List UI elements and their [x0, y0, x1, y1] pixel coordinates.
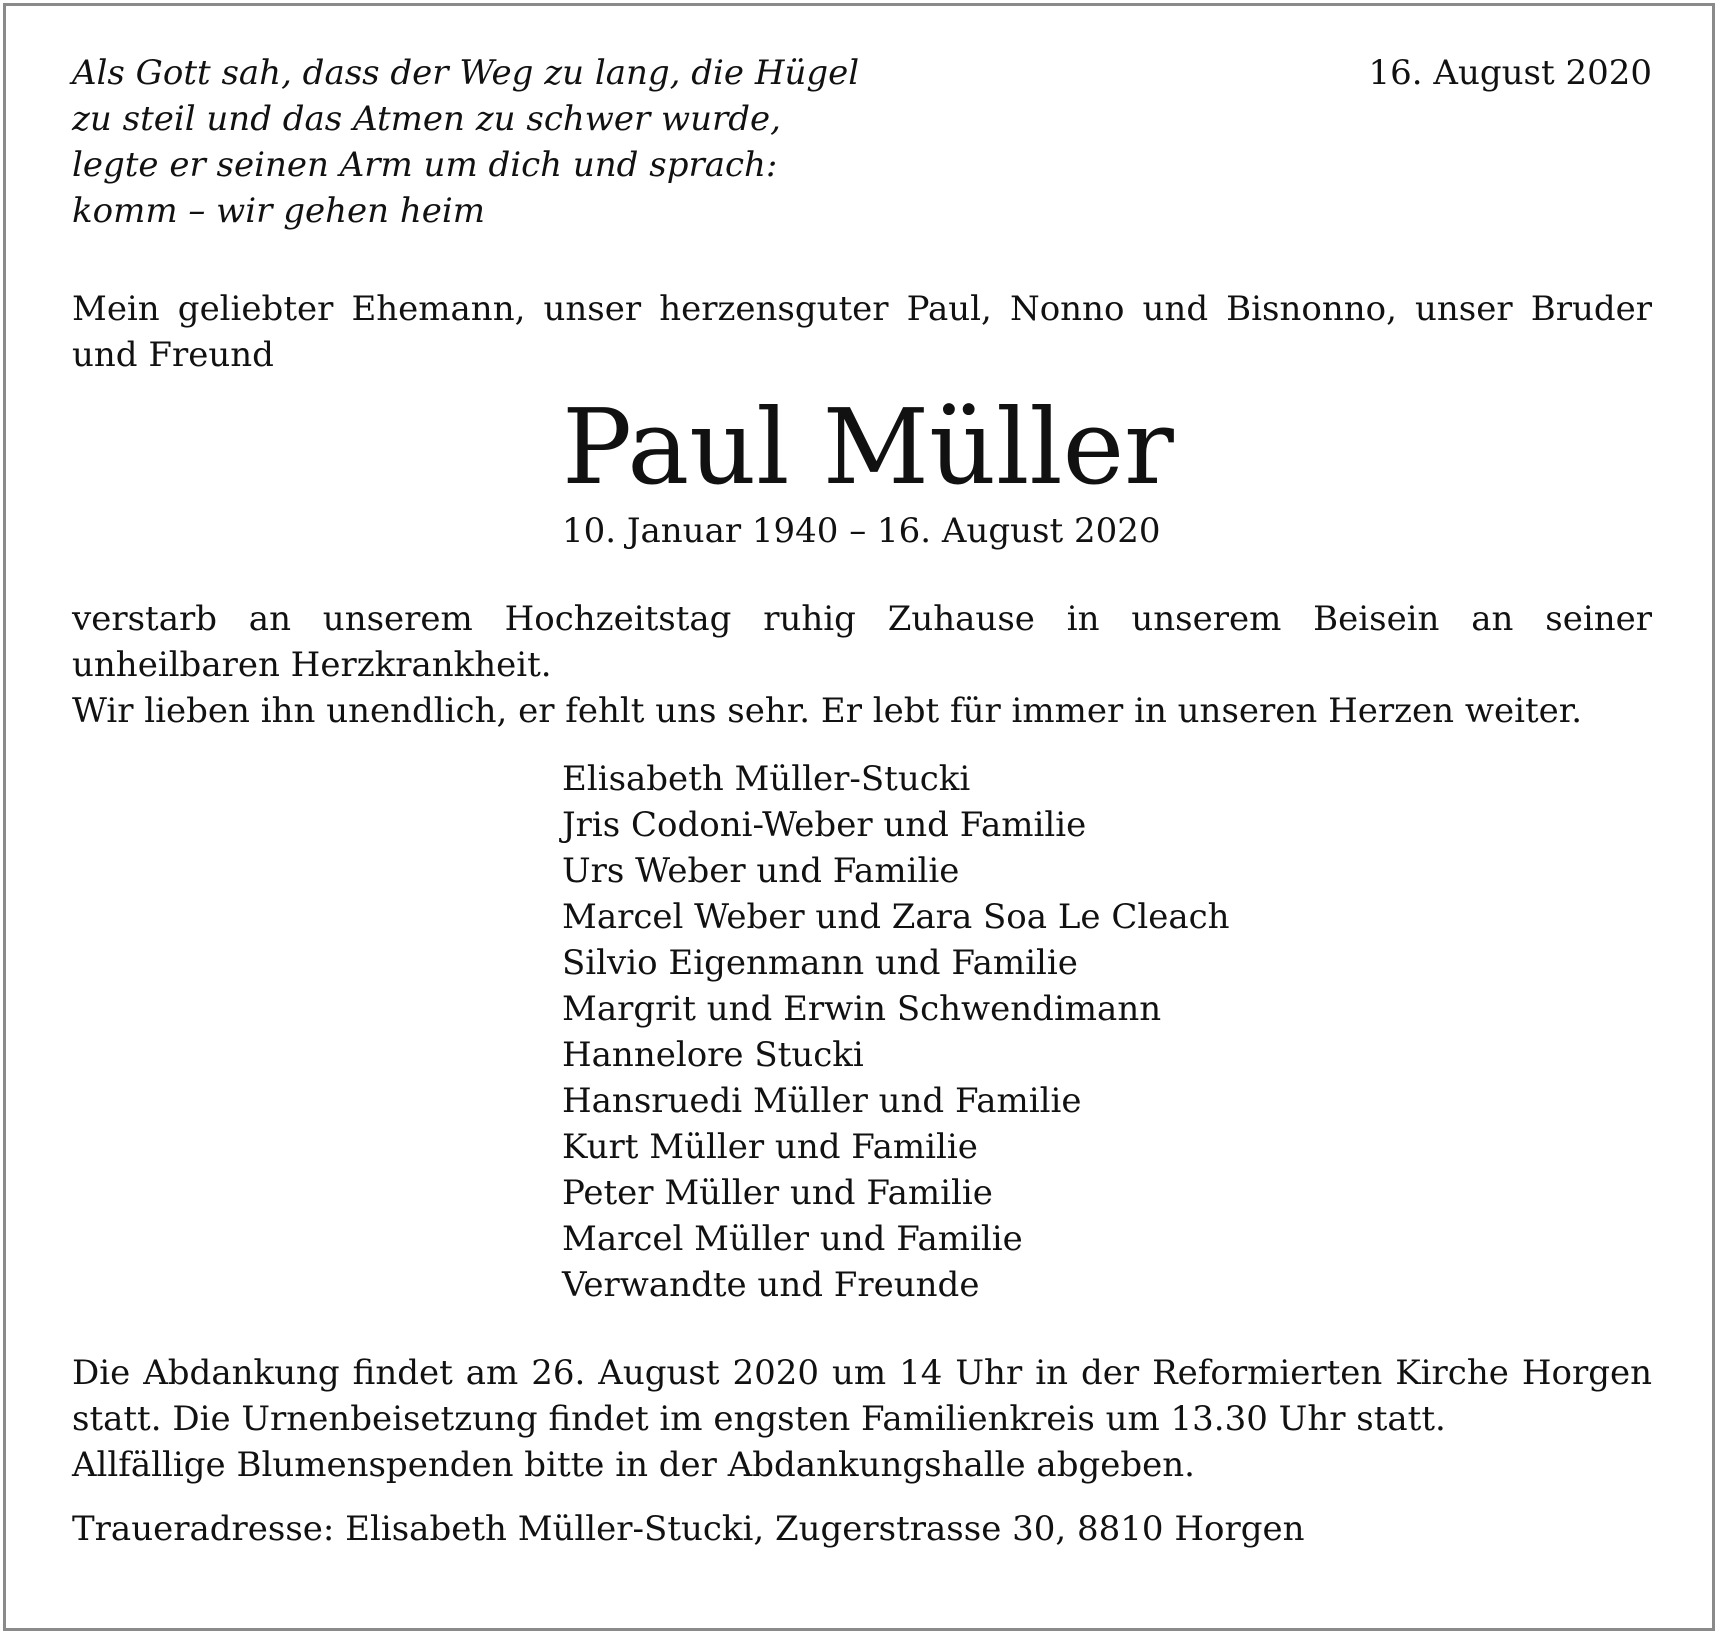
mourner-item: Verwandte und Freunde [562, 1265, 980, 1305]
deceased-block [562, 386, 1652, 554]
mourner-item: Marcel Müller und Familie [562, 1219, 1023, 1259]
message-paragraph: Wir lieben ihn unendlich, er fehlt uns sehr. Er lebt für immer in unseren Herzen weiter. [72, 691, 1583, 731]
mourner-item: Hansruedi Müller und Familie [562, 1081, 1082, 1121]
mourner-item: Silvio Eigenmann und Familie [562, 943, 1078, 983]
mourner-item: Peter Müller und Familie [562, 1173, 993, 1213]
notice-date: 16. August 2020 [1368, 53, 1652, 93]
message [72, 596, 1652, 734]
poem-line: Als Gott sah, dass der Weg zu lang, die Hügel [72, 53, 860, 93]
lifespan: 10. Januar 1940 – 16. August 2020 [562, 511, 1161, 551]
mourner-item: Urs Weber und Familie [562, 851, 960, 891]
mourner-item: Hannelore Stucki [562, 1035, 864, 1075]
ceremony-info [72, 1350, 1652, 1488]
header-row [72, 50, 1652, 250]
poem-line: legte er seinen Arm um dich und sprach: [72, 145, 778, 185]
mourning-address: Traueradresse: Elisabeth Müller-Stucki, Zugerstrasse 30, 8810 Horgen [72, 1509, 1305, 1549]
mourners-list [562, 756, 1652, 1308]
mourner-item: Elisabeth Müller-Stucki [562, 759, 971, 799]
message-paragraph: verstarb an unserem Hochzeitstag ruhig Zuhause in unserem Beisein an seiner unheilbaren Herzkrankheit. [72, 599, 1652, 685]
mourner-item: Margrit und Erwin Schwendimann [562, 989, 1162, 1029]
mourner-item: Kurt Müller und Familie [562, 1127, 978, 1167]
poem-line: komm – wir gehen heim [72, 191, 485, 231]
poem [72, 50, 859, 234]
poem-line: zu steil und das Atmen zu schwer wurde, [72, 99, 781, 139]
obituary-notice [72, 50, 1652, 1552]
intro-text: Mein geliebter Ehemann, unser herzensguter Paul, Nonno und Bisnonno, unser Bruder und Freund [72, 289, 1652, 375]
ceremony-line: statt. Die Urnenbeisetzung findet im engsten Familienkreis um 13.30 Uhr statt. [72, 1399, 1446, 1439]
ceremony-line: Die Abdankung findet am 26. August 2020 um 14 Uhr in der Reformierten Kirche Horgen [72, 1353, 1652, 1393]
mourner-item: Marcel Weber und Zara Soa Le Cleach [562, 897, 1230, 937]
deceased-name: Paul Müller [562, 386, 1174, 508]
mourner-item: Jris Codoni-Weber und Familie [562, 805, 1087, 845]
ceremony-line: Allfällige Blumenspenden bitte in der Abdankungshalle abgeben. [72, 1445, 1195, 1485]
